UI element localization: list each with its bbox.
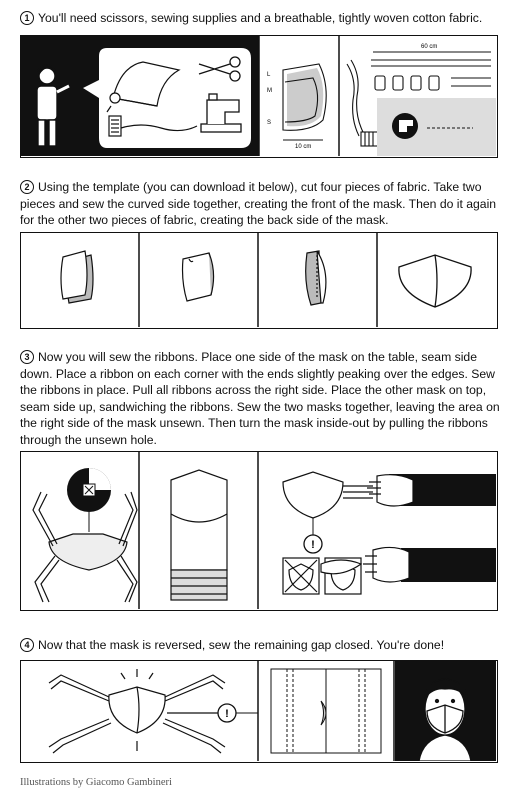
step-number-4: 4 — [20, 638, 34, 652]
mask-piece-sewn — [306, 251, 326, 305]
step-3-text: Now you will sew the ribbons. Place one side of the mask on the table, seam side down. Place a ribbon on each corner with the ends slightly peaking over the edges. Sew the ribbons in place. Pull all ribbons across the right side. Place the other mask on top, seam side up, sandwiching the ribbons. Sew the two masks together, leaving the area on the right side of the mask unsewn. Then turn the mask inside-out by pulling the ribbons through the unsewn hole. — [20, 350, 500, 447]
supplies-illustration — [21, 36, 496, 156]
step-1-text: You'll need scissors, sewing supplies and a breathable, tightly woven cotton fabric. — [38, 11, 483, 25]
sew-ribbons-illustration — [21, 452, 496, 609]
mask-piece-fold — [183, 253, 214, 301]
detail-zoom-icon — [67, 468, 111, 532]
finish-panel — [20, 660, 498, 763]
face-mask-person-icon — [419, 679, 471, 761]
stacked-masks-drawing — [171, 470, 227, 600]
mask-piece-stack — [61, 251, 93, 303]
cut-fabric-panel — [20, 232, 498, 329]
warning-mark: ! — [311, 539, 315, 551]
size-label-m: M — [267, 88, 272, 94]
step-1 — [20, 10, 500, 27]
mask-icon — [399, 255, 471, 307]
gap-closeup-drawing — [271, 669, 381, 753]
step-2-text: Using the template (you can download it below), cut four pieces of fabric. Take two pieces and sew the curved side together, creating the front of the mask. Then do it again for the other two pieces of fabric, creating the back side of the mask. — [20, 180, 497, 228]
finish-illustration — [21, 661, 496, 761]
exclamation-icon-2 — [218, 704, 258, 722]
exclamation-icon — [304, 535, 322, 553]
measure-short-label: 10 cm — [295, 144, 312, 150]
step-number-1: 1 — [20, 11, 34, 25]
step-number-3: 3 — [20, 350, 34, 364]
step-4 — [20, 637, 500, 654]
finished-mask-drawing — [49, 669, 225, 753]
measure-long-label: 60 cm — [421, 44, 438, 50]
step-4-text: Now that the mask is reversed, sew the remaining gap closed. You're done! — [38, 638, 445, 652]
warning-mark-2: ! — [225, 708, 229, 720]
supplies-panel — [20, 35, 498, 158]
size-label-s: S — [267, 120, 272, 126]
step-number-2: 2 — [20, 180, 34, 194]
illustration-credit: Illustrations by Giacomo Gambineri — [20, 777, 172, 788]
size-label-l: L — [267, 72, 271, 78]
step-2 — [20, 179, 500, 229]
step-3 — [20, 349, 500, 449]
sew-ribbons-panel — [20, 451, 498, 611]
cut-fabric-illustration — [21, 233, 496, 327]
mask-template-drawing — [283, 64, 326, 140]
